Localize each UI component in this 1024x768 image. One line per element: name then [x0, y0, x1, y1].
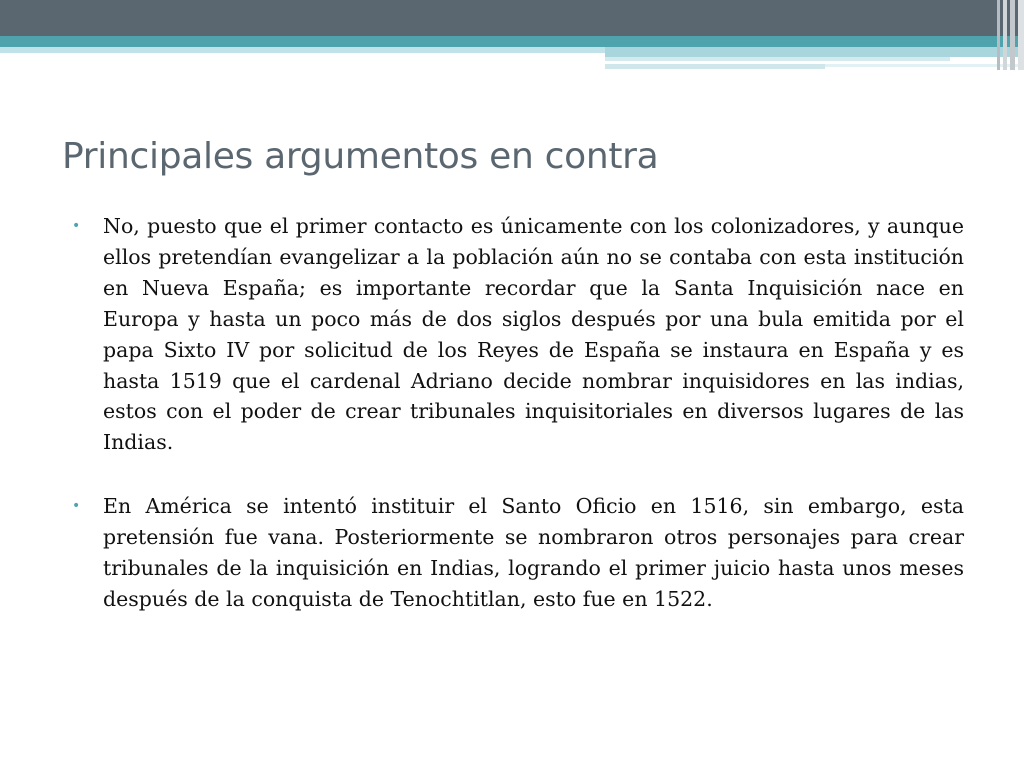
slide-title: Principales argumentos en contra [62, 136, 659, 177]
bullet-text: En América se intentó instituir el Santo Oficio en 1516, sin embargo, esta pretensión fue vana. Posteriormente se nombraron otros personajes para crear tribunales de la inquisición en Indias, logrando el primer juicio hasta unos meses después de la conquista de Tenochtitlan, esto fue en 1522. [103, 494, 964, 611]
stripe [1003, 0, 1007, 70]
bullet-text: No, puesto que el primer contacto es únicamente con los colonizadores, y aunque ellos pretendían evangelizar a la población aún no se contaba con esta institución en Nueva España; es importante recordar que la Santa Inquisición nace en Europa y hasta un poco más de dos siglos después por una bula emitida por el papa Sixto IV por solicitud de los Reyes de España se instaura en España y es hasta 1519 que el cardenal Adriano decide nombrar inquisidores en las indias, estos con el poder de crear tribunales inquisitoriales en diversos lugares de las Indias. [103, 214, 964, 455]
bullet-icon: • [72, 498, 81, 515]
header-band-light [605, 64, 825, 69]
header-band-teal [0, 36, 1024, 47]
bullet-item [72, 211, 964, 458]
header-corner-stripes [992, 0, 1024, 70]
bullet-item [72, 491, 964, 615]
bullet-icon: • [72, 218, 81, 234]
stripe [1018, 0, 1024, 70]
header-band-dark [0, 0, 1024, 36]
header-band-light [605, 47, 1024, 57]
header-band-light [0, 47, 605, 53]
stripe [997, 0, 1000, 70]
stripe [1010, 0, 1015, 70]
bullet-list [72, 211, 964, 648]
header-band-light [605, 57, 950, 61]
